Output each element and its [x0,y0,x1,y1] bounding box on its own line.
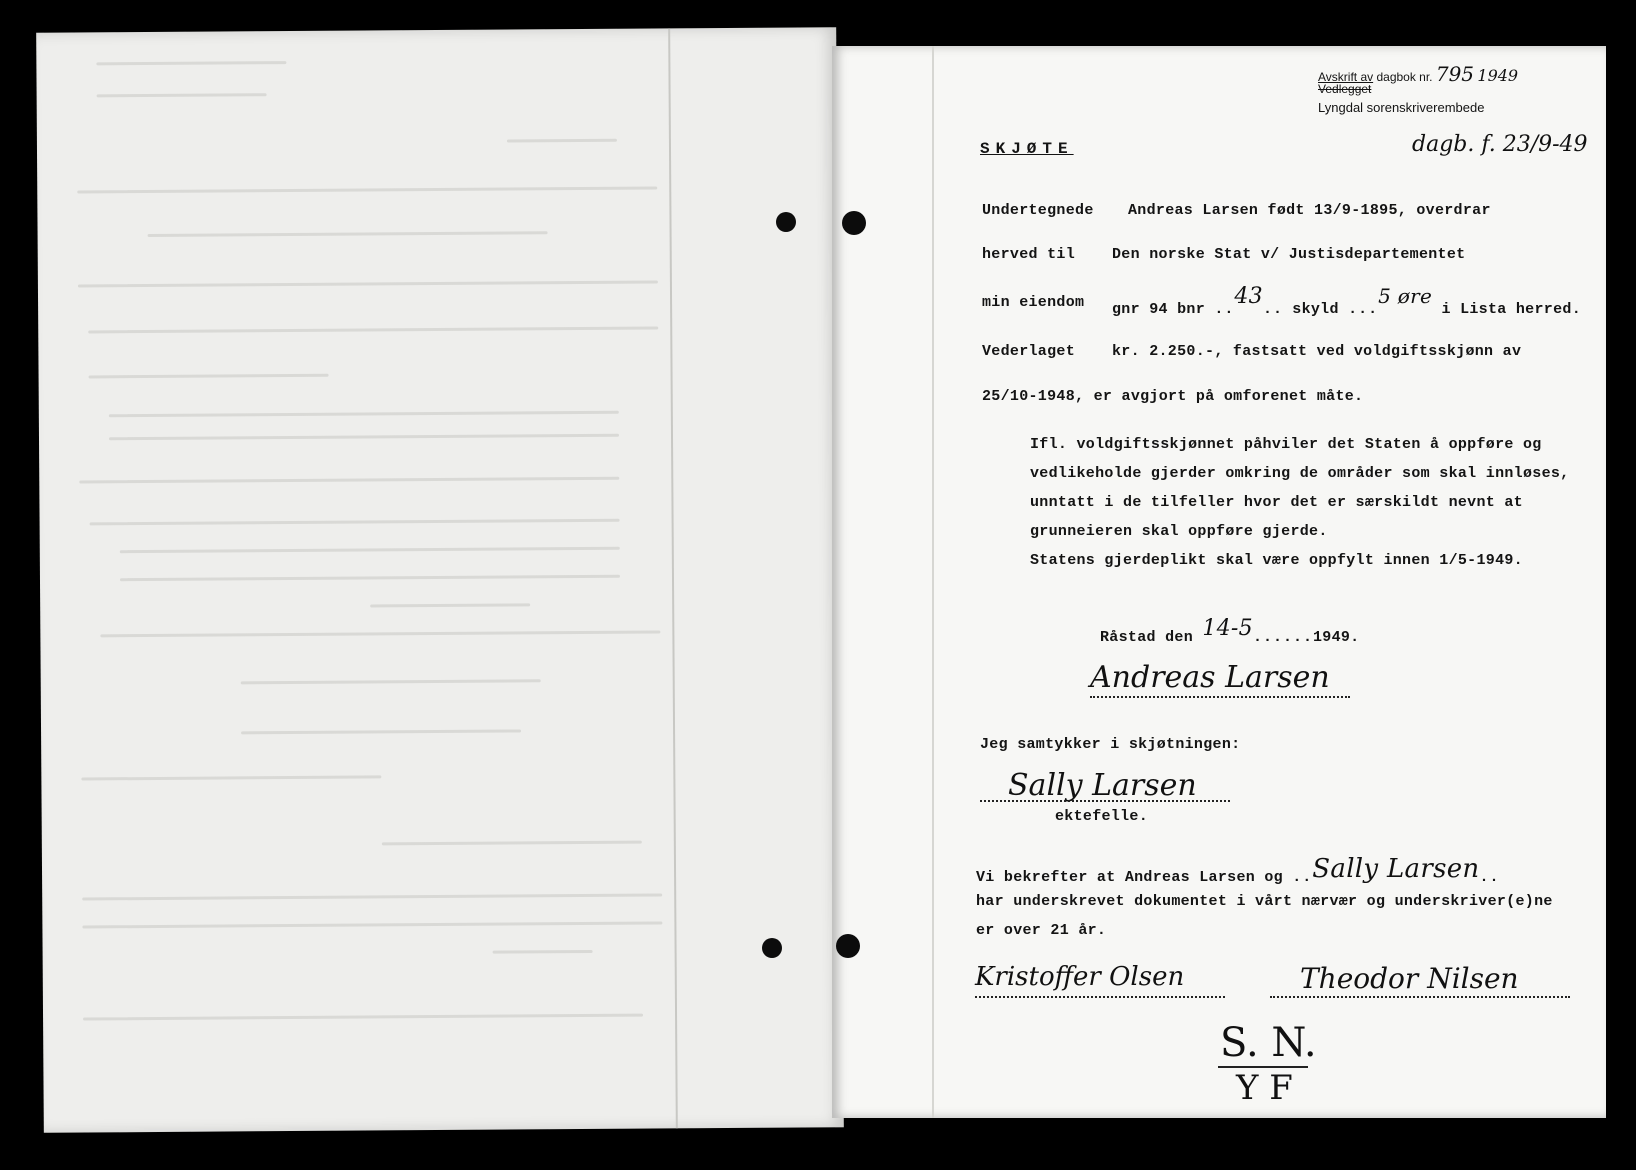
signature-kristoffer-olsen: Kristoffer Olsen [975,962,1185,992]
ghost-text-line [77,186,657,193]
handwritten-skyld: 5 øre [1378,284,1433,308]
paragraph-line: unntatt i de tilfeller hvor det er særskildt nevnt at [1030,494,1523,511]
row-label: min eiendom [982,294,1085,311]
ghost-text-line [82,893,662,900]
punch-hole [762,938,782,958]
handwritten-initials: S. N. [1220,1020,1317,1066]
ghost-text-line [78,280,658,287]
row-text: Den norske Stat v/ Justisdepartementet [1112,246,1466,263]
ghost-text-line [120,547,620,553]
ghost-text-line [109,411,619,418]
handwritten-dagbok-note: dagb. f. 23/9-49 [1412,132,1588,157]
place-prefix: Råstad den [1100,629,1194,646]
signature-theodor-nilsen: Theodor Nilsen [1300,962,1519,995]
paragraph-line: Statens gjerdeplikt skal være oppfylt innen 1/5-1949. [1030,552,1523,569]
ghost-text-line [81,775,381,780]
stamp-label: Avskrift av [1318,70,1374,84]
handwritten-date: 14-5 [1202,616,1253,641]
ghost-text-line [100,630,660,637]
ghost-text-line [148,231,548,237]
document-title: SKJØTE [980,140,1074,158]
ghost-text-line [88,326,658,333]
row-text: gnr 94 bnr [1112,301,1206,318]
row-property: gnr 94 bnr ..43.. skyld ...5 øre i Lista herred. [1112,284,1581,318]
ghost-text-line [89,374,329,379]
paragraph-line: grunneieren skal oppføre gjerde. [1030,523,1328,540]
signature-andreas-larsen: Andreas Larsen [1090,660,1330,695]
witness-text: har underskrevet dokumentet i vårt nærvær og underskriver(e)ne [976,893,1553,910]
signature-sally-larsen: Sally Larsen [1008,768,1197,803]
ghost-text-line [493,950,593,954]
punch-hole [776,212,796,232]
ghost-text-line [370,603,530,607]
row-text: 25/10-1948, er avgjort på omforenet måte. [982,388,1364,405]
ghost-text-line [241,679,541,684]
ghost-text-line [507,139,617,143]
witness-text: Vi bekrefter at Andreas Larsen og [976,869,1283,886]
paragraph-line: vedlikeholde gjerder omkring de områder som skal innløses, [1030,465,1570,482]
consent-text: Jeg samtykker i skjøtningen: [980,736,1241,753]
ghost-text-line [96,61,286,65]
stamp-office: Lyngdal sorenskriverembede [1318,100,1485,115]
ghost-text-line [79,477,619,484]
signature-line [1090,696,1350,698]
row-label: herved til [982,246,1076,263]
ghost-text-line [241,729,521,734]
punch-hole [842,211,866,235]
place-date: Råstad den 14-5......1949. [1100,616,1360,646]
handwritten-initials: Y F [1236,1068,1293,1108]
row-text: skyld [1292,301,1339,318]
row-text: Andreas Larsen født 13/9-1895, overdrar [1128,202,1491,219]
left-page-faded [36,27,844,1133]
handwritten-bnr: 43 [1234,284,1263,309]
stamp-dagbok-number: 795 [1435,62,1475,86]
signature-line [980,800,1230,802]
ghost-text-line [97,93,267,97]
paragraph-line: Ifl. voldgiftsskjønnet påhviler det Staten å oppføre og [1030,436,1542,453]
witness-text: er over 21 år. [976,922,1107,939]
witness-line-1: Vi bekrefter at Andreas Larsen og ..Sally Larsen.. [976,854,1500,886]
ghost-text-line [83,1014,643,1021]
right-page-fold [932,46,934,1118]
spouse-label: ektefelle. [1055,808,1149,825]
ghost-text-line [82,921,662,928]
ghost-text-line [109,434,619,441]
stamp-year: 1949 [1477,66,1519,85]
place-year: 1949. [1312,629,1360,646]
punch-hole [836,934,860,958]
row-label: Undertegnede [982,202,1094,219]
signature-line [975,996,1225,998]
left-page-fold [668,28,678,1128]
ghost-text-line [120,575,620,581]
stamp-dagbok-label: dagbok nr. [1376,70,1433,84]
signature-line [1270,996,1570,998]
ghost-text-line [382,841,642,846]
ghost-text-line [90,519,620,526]
row-text: i Lista herred. [1441,301,1581,318]
handwritten-sally-larsen: Sally Larsen [1312,854,1480,884]
stamp-vedlegget: Vedlegget [1318,82,1372,96]
row-label: Vederlaget [982,343,1076,360]
row-text: kr. 2.250.-, fastsatt ved voldgiftsskjønn av [1112,343,1522,360]
